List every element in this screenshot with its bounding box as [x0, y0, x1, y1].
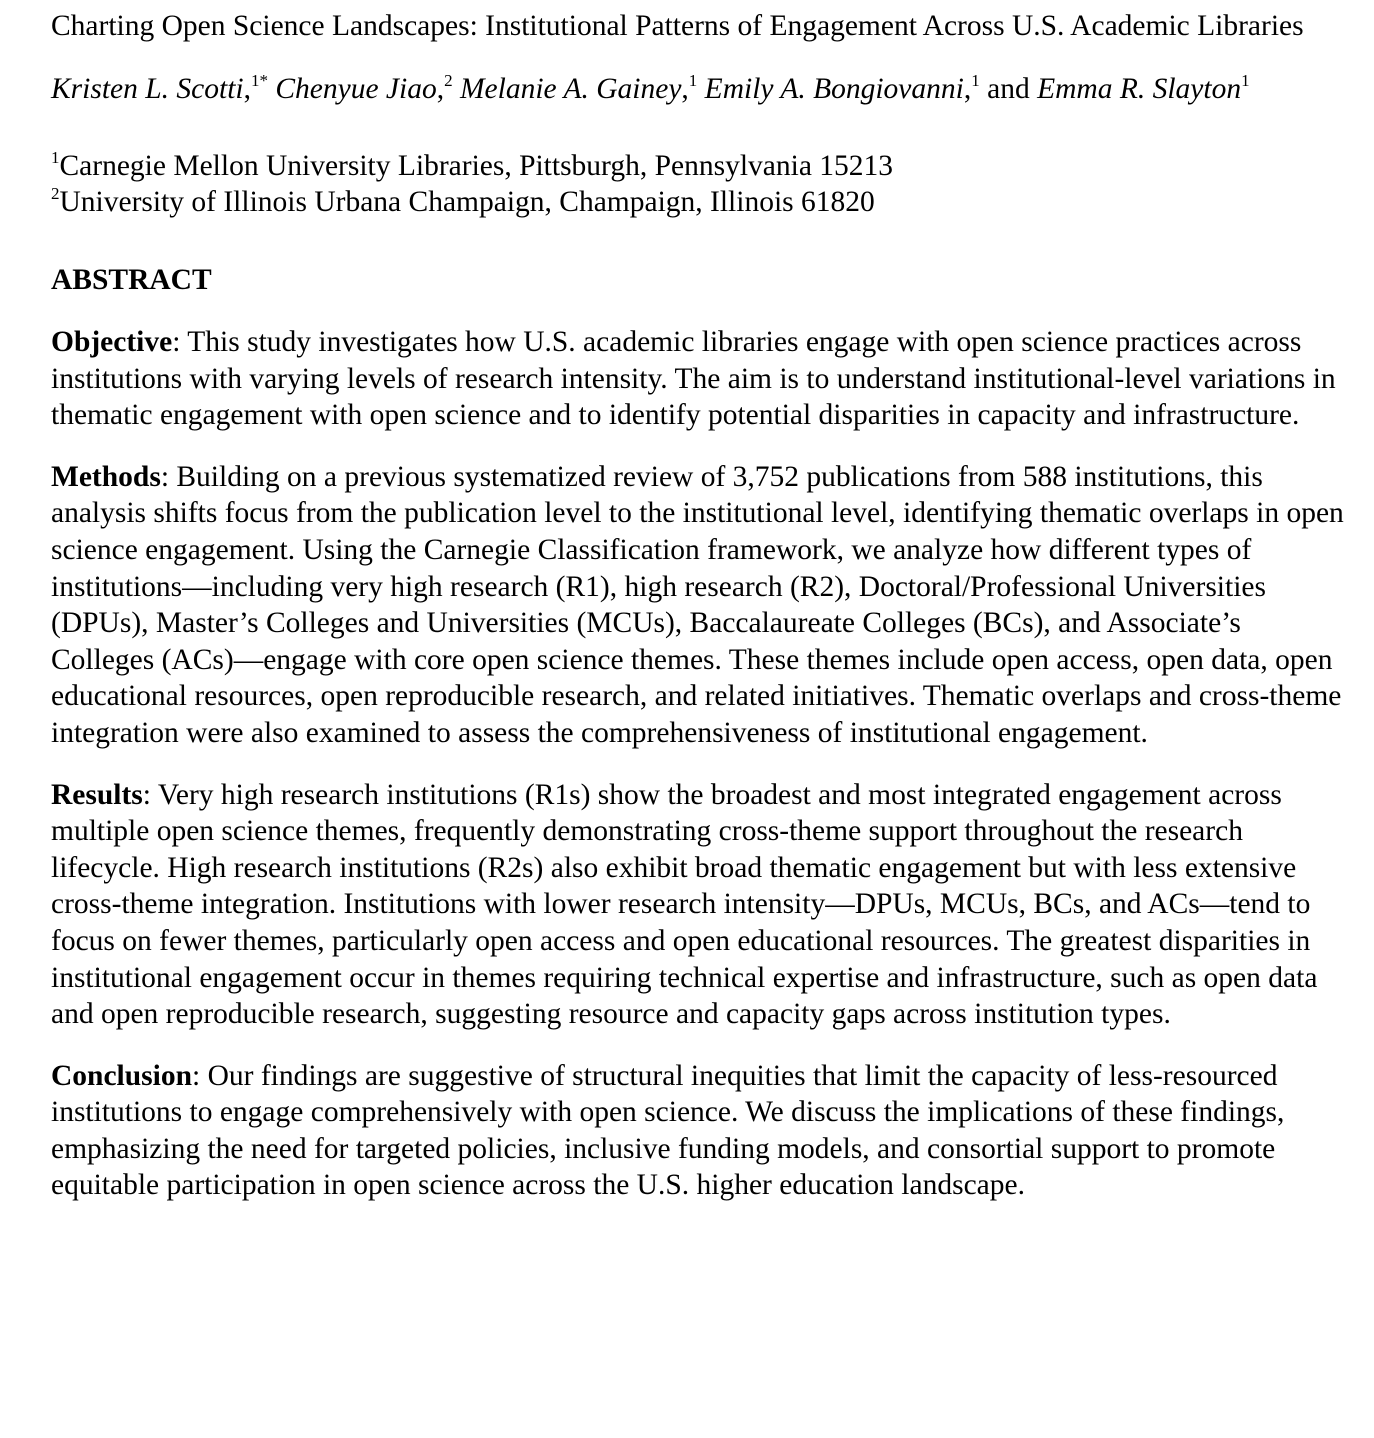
paper-page [51, 8, 1351, 1204]
abstract-conclusion [51, 1058, 1351, 1204]
author-2: Melanie A. Gainey,$^1$ [459, 71, 698, 105]
author-affiliation-mark: 1* [250, 71, 268, 90]
affiliation-number: 1 [51, 148, 60, 167]
author-separator: and [979, 73, 1038, 105]
author-affiliation-mark: 1 [688, 71, 698, 90]
section-text: : This study investigates how U.S. academic libraries engage with open science practices across institutions with varying levels of research intensity. The aim is to understand institutional-level variations in thematic engagement with open science and to identify potential disparities in capacity and infrastructure. [51, 326, 1336, 432]
author-separator [453, 73, 460, 105]
affiliation-item [51, 148, 1351, 184]
author-list [51, 71, 1351, 108]
affiliation-item [51, 184, 1351, 220]
author-name: Kristen L. Scotti [51, 73, 244, 105]
abstract-heading: ABSTRACT [51, 264, 212, 296]
author-name: Chenyue Jiao [275, 73, 437, 105]
author-name: Emily A. Bongiovanni [704, 73, 964, 105]
section-label: Methods [51, 460, 161, 493]
author-affiliation-mark: 1 [971, 71, 980, 90]
affiliation-text: University of Illinois Urbana Champaign, Champaign, Illinois 61820 [59, 186, 875, 218]
abstract-results [51, 777, 1351, 1033]
abstract-objective [51, 324, 1351, 434]
abstract-methods [51, 459, 1351, 752]
affiliation-number: 2 [51, 184, 60, 203]
section-text: : Our findings are suggestive of structural inequities that limit the capacity of less-resourced institutions to engage comprehensively with open science. We discuss the implications of these findings, emphasizing the need for targeted policies, inclusive funding models, and consortial support to promote equitable participation in open science across the U.S. higher education landscape. [51, 1059, 1285, 1202]
paper-title: Charting Open Science Landscapes: Institutional Patterns of Engagement Across U.S. Academic Libraries [51, 10, 1304, 42]
affiliation-text: Carnegie Mellon University Libraries, Pittsburgh, Pennsylvania 15213 [59, 150, 894, 182]
author-affiliation-mark: 1 [1241, 71, 1250, 90]
author-0: Kristen L. Scotti,$^{1*}$ [51, 71, 268, 105]
author-4 [1037, 73, 1250, 105]
author-3: Emily A. Bongiovanni,$^1$ [704, 71, 980, 105]
affiliation-list [51, 148, 1351, 220]
author-1: Chenyue Jiao,$^2$ [275, 71, 453, 105]
section-text: : Very high research institutions (R1s) show the broadest and most integrated engagement across multiple open science themes, frequently demonstrating cross-theme support throughout the research lifecycle. High research institutions (R2s) also exhibit broad thematic engagement but with less extensive cross-theme integration. Institutions with lower research intensity—DPUs, MCUs, BCs, and ACs—tend to focus on fewer themes, particularly open access and open educational resources. The greatest disparities in institutional engagement occur in themes requiring technical expertise and infrastructure, such as open data and open reproducible research, suggesting resource and capacity gaps across institution types. [51, 778, 1318, 1031]
section-text: : Building on a previous systematized review of 3,752 publications from 588 institutions, this analysis shifts focus from the publication level to the institutional level, identifying thematic overlaps in open science engagement. Using the Carnegie Classification framework, we analyze how different types of institutions—including very high research (R1), high research (R2), Doctoral/Professional Universities (DPUs), Master’s Colleges and Universities (MCUs), Baccalaureate Colleges (BCs), and Associate’s Colleges (ACs)—engage with core open science themes. These themes include open access, open data, open educational resources, open reproducible research, and related initiatives. Thematic overlaps and cross-theme integration were also examined to assess the comprehensiveness of institutional engagement. [51, 460, 1344, 749]
author-name: Emma R. Slayton [1037, 73, 1242, 105]
section-label: Results [51, 778, 143, 811]
author-affiliation-mark: 2 [444, 71, 453, 90]
author-name: Melanie A. Gainey [459, 73, 682, 105]
author-separator [697, 73, 704, 105]
section-label: Objective [51, 326, 173, 358]
section-label: Conclusion [51, 1059, 192, 1092]
